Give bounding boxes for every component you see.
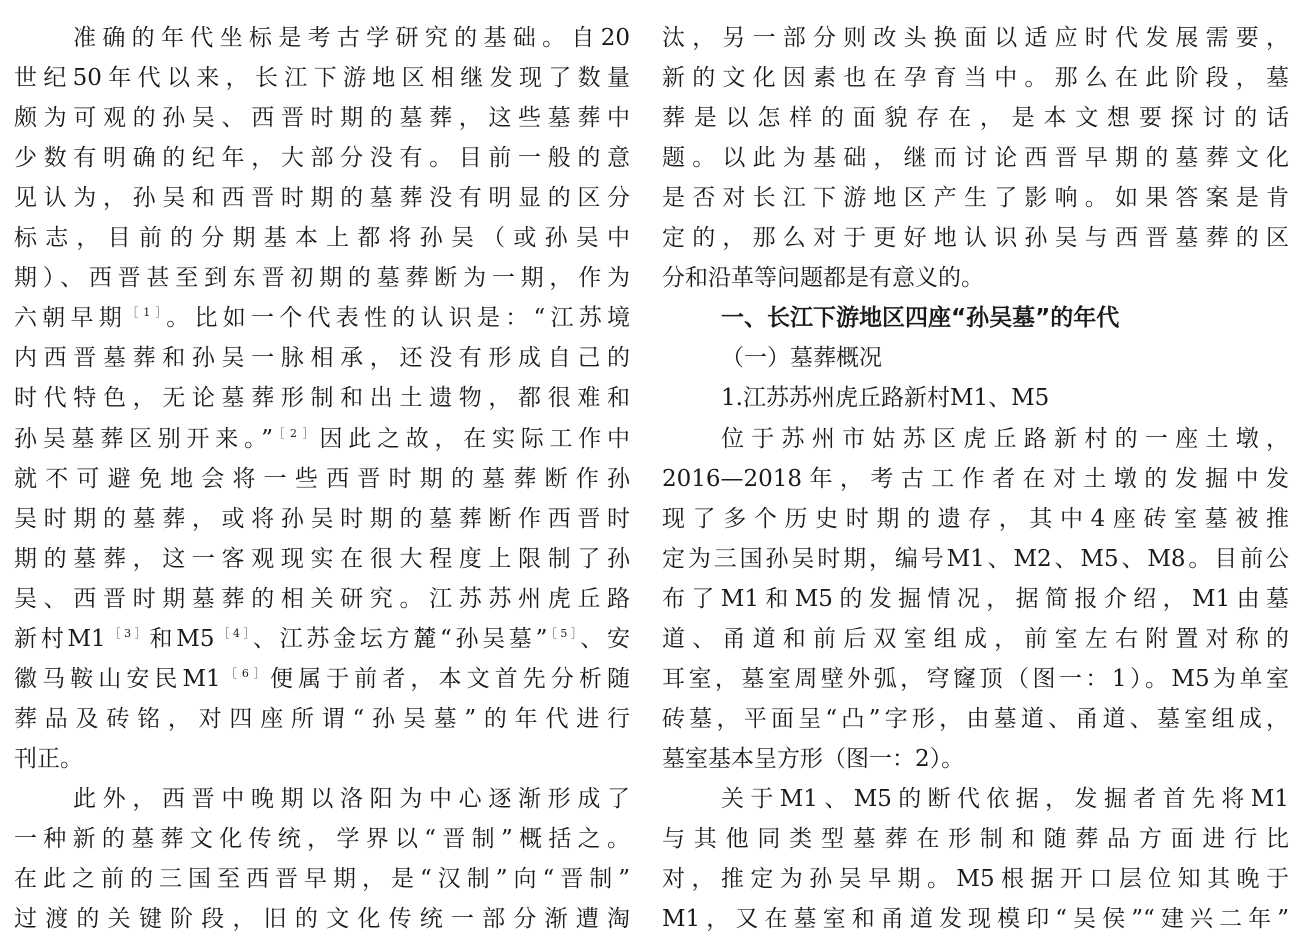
text-line [14,899,630,939]
text-run: 与其他同类型墓葬在形制和随葬品方面进行比 [662,826,1289,852]
text-line [662,899,1289,939]
text-line [14,378,630,418]
text-run: 和M5 [149,626,215,652]
text-run: 吴、西晋时期墓葬的相关研究。江苏苏州虎丘路 [14,586,630,612]
text-line [14,138,630,178]
text-run: 在此之前的三国至西晋早期，是“汉制”向“晋制” [14,866,630,892]
text-line [662,819,1289,859]
text-run: 现了多个历史时期的遗存，其中4座砖室墓被推 [662,506,1289,532]
text-run: 六朝早期 [14,305,127,331]
text-line [662,499,1289,539]
text-run: 1.江苏苏州虎丘路新村M1、M5 [721,385,1050,411]
text-line [662,619,1289,659]
text-run: 2016—2018年，考古工作者在对土墩的发掘中发 [662,466,1289,492]
text-line [662,859,1289,899]
text-line [14,338,630,378]
text-line [14,58,630,98]
text-line [14,859,630,899]
text-run: 布了M1和M5的发掘情况，据简报介绍，M1由墓 [662,586,1289,612]
text-line [14,659,630,699]
text-line [14,419,630,459]
text-run: 世纪50年代以来，长江下游地区相继发现了数量 [14,65,630,91]
text-run: 因此之故，在实际工作中 [319,426,631,452]
text-run: 新村M1 [14,626,106,652]
text-line [14,298,630,338]
text-line [14,98,630,138]
text-run: 。比如一个代表性的认识是：“江苏境 [166,305,630,331]
section-heading [721,298,1289,338]
text-run: 颇为可观的孙吴、西晋时期的墓葬，这些墓葬中 [14,105,630,131]
text-run: 题。以此为基础，继而讨论西晋早期的墓葬文化 [662,145,1289,171]
text-run: 一种新的墓葬文化传统，学界以“晋制”概括之。 [14,826,630,852]
text-run: （一）墓葬概况 [721,345,882,371]
text-run: 对，推定为孙吴早期。M5根据开口层位知其晚于 [662,866,1289,892]
text-run: 见认为，孙吴和西晋时期的墓葬没有明显的区分 [14,185,630,211]
text-line [662,739,1289,779]
text-run: 就不可避免地会将一些西晋时期的墓葬断作孙 [14,466,630,492]
citation-ref: ［4］ [214,627,253,640]
text-run: 便属于前者，本文首先分析随 [270,666,631,692]
text-run: 吴时期的墓葬，或将孙吴时期的墓葬断作西晋时 [14,506,630,532]
text-run: 道、甬道和前后双室组成，前室左右附置对称的 [662,626,1289,652]
text-line [662,459,1289,499]
text-run: M1，又在墓室和甬道发现模印“吴侯”“建兴二年” [662,906,1289,932]
text-run: 标志，目前的分期基本上都将孙吴（或孙吴中 [14,225,630,251]
text-run: 关于M1、M5的断代依据，发掘者首先将M1 [721,786,1289,812]
text-run: 期）、西晋甚至到东晋初期的墓葬断为一期，作为 [14,265,630,291]
text-run: 墓室基本呈方形（图一：2）。 [662,746,965,772]
text-line [721,338,1289,378]
text-line [662,98,1289,138]
text-run: 新的文化因素也在孕育当中。那么在此阶段，墓 [662,65,1289,91]
text-line [14,739,630,779]
text-run: 时代特色，无论墓葬形制和出土遗物，都很难和 [14,385,630,411]
text-line [14,218,630,258]
text-run: 过渡的关键阶段，旧的文化传统一部分渐遭淘 [14,906,630,932]
text-line [662,579,1289,619]
citation-ref: ［1］ [127,306,167,319]
citation-ref: ［2］ [273,427,320,440]
text-line [662,218,1289,258]
text-run: 是否对长江下游地区产生了影响。如果答案是肯 [662,185,1289,211]
text-run: 此外，西晋中晚期以洛阳为中心逐渐形成了 [73,786,630,812]
text-line [14,178,630,218]
text-line [14,258,630,298]
text-line [662,178,1289,218]
text-line [662,18,1289,58]
text-run: 定为三国孙吴时期，编号M1、M2、M5、M8。目前公 [662,546,1289,572]
text-line [14,819,630,859]
text-run: 内西晋墓葬和孙吴一脉相承，还没有形成自己的 [14,345,630,371]
text-run: 少数有明确的纪年，大部分没有。目前一般的意 [14,145,630,171]
text-line [662,58,1289,98]
text-run: 葬是以怎样的面貌存在，是本文想要探讨的话 [662,105,1289,131]
text-run: 砖墓，平面呈“凸”字形，由墓道、甬道、墓室组成， [662,706,1289,732]
text-line [14,539,630,579]
text-run: 葬品及砖铭，对四座所谓“孙吴墓”的年代进行 [14,706,630,732]
text-run: 定的，那么对于更好地认识孙吴与西晋墓葬的区 [662,225,1289,251]
text-run: 位于苏州市姑苏区虎丘路新村的一座土墩， [721,426,1289,452]
text-line [14,459,630,499]
text-run: 、江苏金坛方麓“孙吴墓” [252,626,548,652]
text-run: 期的墓葬，这一客观现实在很大程度上限制了孙 [14,546,630,572]
text-run: 一、长江下游地区四座“孙吴墓”的年代 [721,305,1120,331]
text-line [662,699,1289,739]
text-line [14,699,630,739]
text-line [14,499,630,539]
text-line [721,419,1289,459]
text-run: 徽马鞍山安民M1 [14,666,221,692]
text-run: 准确的年代坐标是考古学研究的基础。自20 [73,25,630,51]
text-run: 分和沿革等问题都是有意义的。 [662,265,984,291]
text-line [73,18,630,58]
text-line [662,539,1289,579]
text-line [721,378,1289,418]
text-line [721,779,1289,819]
text-line [662,659,1289,699]
text-run: 、安 [580,626,631,652]
text-run: 孙吴墓葬区别开来。” [14,426,274,452]
text-line [662,258,1289,298]
text-run: 刊正。 [14,746,83,772]
text-line [662,138,1289,178]
text-line [14,579,630,619]
text-line [14,619,630,659]
citation-ref: ［5］ [547,627,581,640]
text-run: 耳室，墓室周壁外弧，穹窿顶（图一：1）。M5为单室 [662,666,1289,692]
text-line [73,779,630,819]
text-run: 汰，另一部分则改头换面以适应时代发展需要， [662,25,1289,51]
citation-ref: ［3］ [105,627,150,640]
citation-ref: ［6］ [220,667,271,680]
